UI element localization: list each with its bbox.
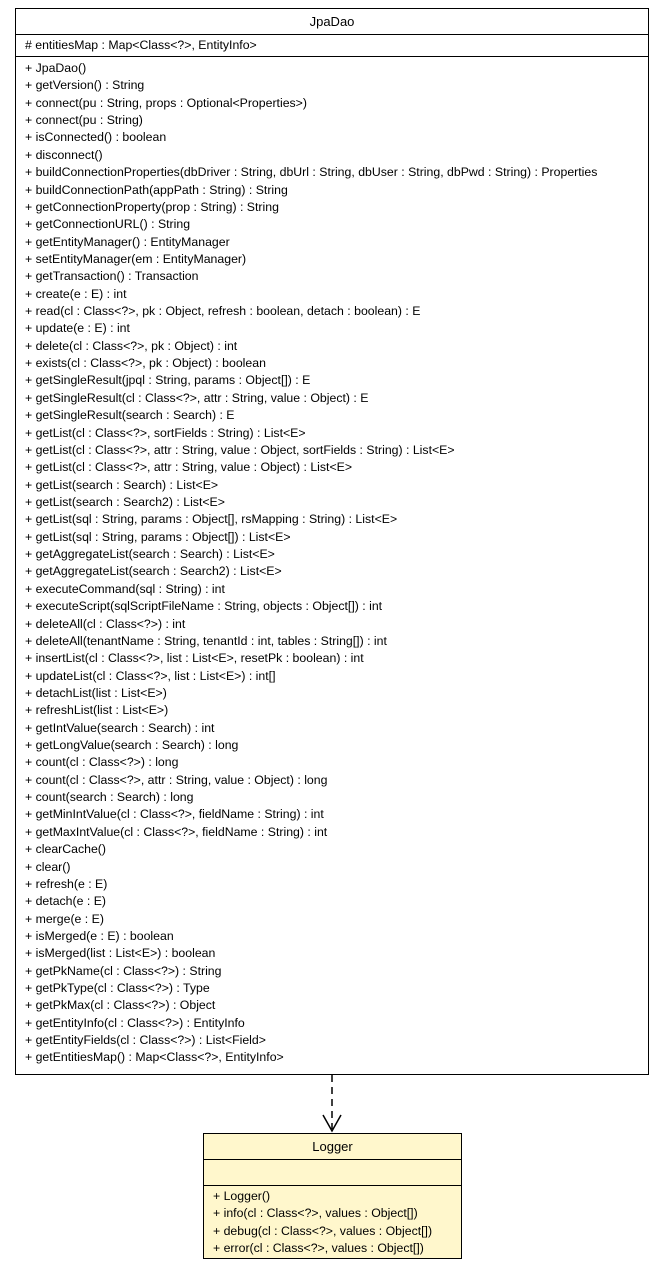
method-row: + executeCommand(sql : String) : int (25, 581, 225, 596)
method-row: + buildConnectionProperties(dbDriver : String, dbUrl : String, dbUser : String, dbPwd : String) : Properties (25, 165, 598, 180)
method-row: + clearCache() (25, 842, 106, 857)
method-row: + getPkName(cl : Class<?>) : String (25, 963, 222, 978)
method-row: + getPkMax(cl : Class<?>) : Object (25, 998, 216, 1013)
method-row: + getList(cl : Class<?>, attr : String, value : Object) : List<E> (25, 460, 353, 475)
methods-section (204, 1186, 461, 1258)
field-row: # entitiesMap : Map<Class<?>, EntityInfo> (25, 38, 257, 52)
method-row: + getList(cl : Class<?>, sortFields : String) : List<E> (25, 425, 306, 440)
method-row: + insertList(cl : Class<?>, list : List<E>, resetPk : boolean) : int (25, 651, 364, 666)
method-row: + merge(e : E) (25, 911, 104, 926)
method-row: + getConnectionURL() : String (25, 217, 191, 232)
method-row: + getPkType(cl : Class<?>) : Type (25, 981, 210, 996)
method-row: + Logger() (213, 1189, 271, 1203)
method-row: + getList(search : Search2) : List<E> (25, 494, 225, 509)
method-row: + count(cl : Class<?>) : long (25, 755, 179, 770)
method-row: + debug(cl : Class<?>, values : Object[]) (213, 1223, 433, 1238)
fields-section (16, 35, 648, 57)
method-row: + executeScript(sqlScriptFileName : String, objects : Object[]) : int (25, 599, 383, 614)
method-row: + setEntityManager(em : EntityManager) (25, 251, 247, 266)
method-row: + getSingleResult(cl : Class<?>, attr : String, value : Object) : E (25, 390, 369, 405)
method-row: + update(e : E) : int (25, 321, 130, 336)
method-row: + updateList(cl : Class<?>, list : List<E>) : int[] (25, 668, 276, 683)
method-row: + read(cl : Class<?>, pk : Object, refresh : boolean, detach : boolean) : E (25, 304, 421, 319)
method-row: + getAggregateList(search : Search) : List<E> (25, 547, 275, 562)
method-row: + getList(sql : String, params : Object[]) : List<E> (25, 529, 291, 544)
class-jpadao[interactable] (15, 8, 649, 1075)
method-row: + buildConnectionPath(appPath : String) : String (25, 182, 288, 197)
method-row: + refresh(e : E) (25, 876, 108, 891)
method-row: + getMinIntValue(cl : Class<?>, fieldName : String) : int (25, 807, 324, 822)
method-row: + getConnectionProperty(prop : String) : String (25, 199, 279, 214)
method-row: + getIntValue(search : Search) : int (25, 720, 215, 735)
method-row: + getList(search : Search) : List<E> (25, 477, 219, 492)
method-row: + info(cl : Class<?>, values : Object[]) (213, 1206, 418, 1221)
method-row: + detach(e : E) (25, 894, 106, 909)
method-row: + getMaxIntValue(cl : Class<?>, fieldName : String) : int (25, 824, 328, 839)
method-row: + getSingleResult(search : Search) : E (25, 408, 235, 423)
class-name: Logger (204, 1134, 461, 1160)
method-row: + getVersion() : String (25, 78, 145, 93)
method-row: + create(e : E) : int (25, 286, 127, 301)
method-row: + isMerged(list : List<E>) : boolean (25, 946, 216, 961)
method-row: + connect(pu : String, props : Optional<Properties>) (25, 95, 307, 110)
method-row: + getAggregateList(search : Search2) : List<E> (25, 564, 282, 579)
method-row: + deleteAll(cl : Class<?>) : int (25, 616, 186, 631)
method-row: + getEntityManager() : EntityManager (25, 234, 230, 249)
method-row: + getEntityFields(cl : Class<?>) : List<Field> (25, 1033, 266, 1048)
class-logger[interactable] (203, 1133, 462, 1259)
method-row: + getEntitiesMap() : Map<Class<?>, EntityInfo> (25, 1050, 284, 1065)
method-row: + error(cl : Class<?>, values : Object[]) (213, 1241, 424, 1256)
method-row: + detachList(list : List<E>) (25, 685, 167, 700)
method-row: + getTransaction() : Transaction (25, 269, 199, 284)
method-row: + isConnected() : boolean (25, 130, 167, 145)
method-row: + disconnect() (25, 147, 103, 162)
method-row: + delete(cl : Class<?>, pk : Object) : int (25, 338, 238, 353)
method-row: + getEntityInfo(cl : Class<?>) : EntityInfo (25, 1015, 245, 1030)
method-row: + getLongValue(search : Search) : long (25, 738, 239, 753)
method-row: + clear() (25, 859, 71, 874)
method-row: + count(cl : Class<?>, attr : String, value : Object) : long (25, 772, 328, 787)
methods-section (16, 57, 648, 1067)
class-name: JpaDao (16, 9, 648, 35)
method-row: + getList(sql : String, params : Object[], rsMapping : String) : List<E> (25, 512, 398, 527)
method-row: + deleteAll(tenantName : String, tenantId : int, tables : String[]) : int (25, 633, 387, 648)
method-row: + count(search : Search) : long (25, 790, 194, 805)
method-row: + getSingleResult(jpql : String, params : Object[]) : E (25, 373, 311, 388)
method-row: + getList(cl : Class<?>, attr : String, value : Object, sortFields : String) : List<E> (25, 442, 455, 457)
method-row: + JpaDao() (25, 61, 87, 75)
method-row: + connect(pu : String) (25, 113, 143, 128)
method-row: + exists(cl : Class<?>, pk : Object) : boolean (25, 356, 266, 371)
fields-section (204, 1160, 461, 1186)
method-row: + refreshList(list : List<E>) (25, 703, 169, 718)
method-row: + isMerged(e : E) : boolean (25, 928, 174, 943)
